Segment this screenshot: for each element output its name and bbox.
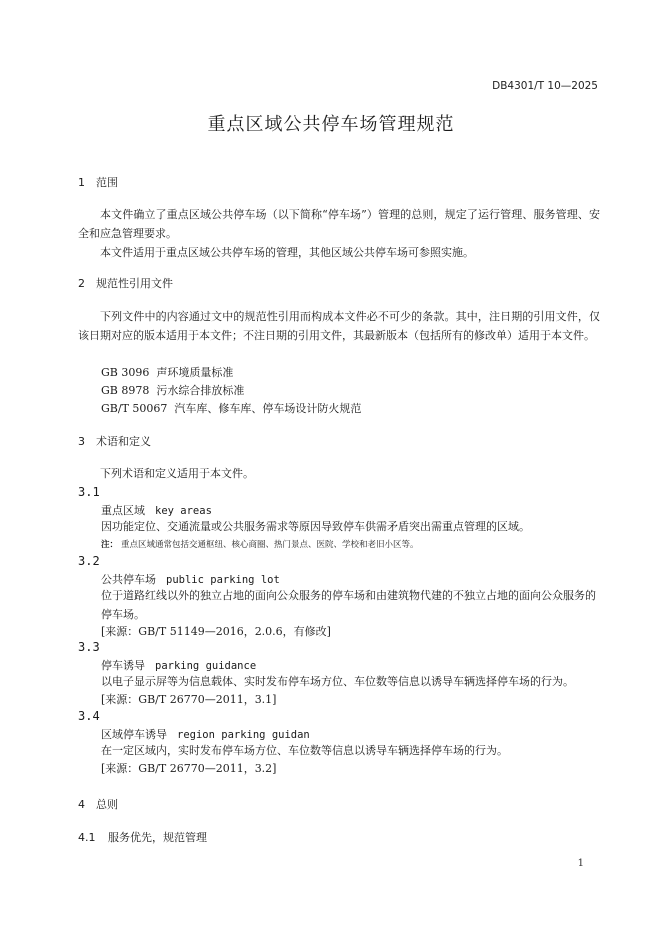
term-number: 3.2 (78, 554, 100, 568)
subsection-number: 4.1 (78, 831, 96, 844)
term-en: region parking guidan (177, 729, 310, 741)
reference-name: 汽车库、修车库、停车场设计防火规范 (174, 402, 362, 415)
term-number: 3.4 (78, 709, 100, 723)
term-zh: 公共停车场 (101, 573, 156, 586)
reference-code: GB/T 50067 (101, 402, 168, 415)
reference-code: GB 8978 (101, 384, 150, 397)
section-title: 术语和定义 (96, 435, 151, 448)
term-en: public parking lot (166, 574, 280, 586)
reference-item (101, 382, 244, 398)
section-1-paragraph-2: 本文件适用于重点区域公共停车场的管理，其他区域公共停车场可参照实施。 (100, 246, 474, 259)
standard-number: DB4301/T 10—2025 (492, 80, 598, 92)
subsection-4-1-heading (78, 829, 207, 845)
section-3-intro: 下列术语和定义适用于本文件。 (100, 467, 254, 480)
term-source: [来源：GB/T 26770—2011，3.2] (101, 762, 277, 775)
section-title: 范围 (96, 176, 118, 189)
section-1-paragraph-1: 本文件确立了重点区域公共停车场（以下简称“停车场”）管理的总则，规定了运行管理、服务管理、安全和应急管理要求。 (78, 208, 600, 240)
term-number: 3.1 (78, 485, 100, 499)
section-4-heading (78, 796, 118, 812)
term-heading (101, 502, 212, 518)
section-number: 4 (78, 798, 85, 811)
term-definition: 因功能定位、交通流量或公共服务需求等原因导致停车供需矛盾突出需重点管理的区域。 (101, 520, 530, 533)
term-definition: 在一定区域内，实时发布停车场方位、车位数等信息以诱导车辆选择停车场的行为。 (101, 744, 508, 757)
section-title: 总则 (96, 798, 118, 811)
note-text: 重点区域通常包括交通枢纽、核心商圈、热门景点、医院、学校和老旧小区等。 (121, 540, 419, 550)
term-definition: 位于道路红线以外的独立占地的面向公众服务的停车场和由建筑物代建的不独立占地的面向公众服务的停车场。 (101, 589, 596, 621)
note-label: 注： (101, 540, 119, 550)
document-title: 重点区域公共停车场管理规范 (207, 114, 455, 135)
section-number: 3 (78, 435, 85, 448)
section-title: 规范性引用文件 (96, 277, 173, 290)
reference-name: 污水综合排放标准 (156, 384, 245, 397)
reference-name: 声环境质量标准 (156, 366, 234, 379)
term-zh: 停车诱导 (101, 659, 145, 672)
subsection-title: 服务优先，规范管理 (108, 831, 207, 844)
term-definition: 以电子显示屏等为信息载体、实时发布停车场方位、车位数等信息以诱导车辆选择停车场的行为。 (101, 675, 574, 688)
term-note (101, 538, 419, 550)
reference-code: GB 3096 (101, 366, 150, 379)
term-zh: 重点区域 (101, 504, 145, 517)
term-number: 3.3 (78, 640, 100, 654)
term-heading (101, 571, 280, 587)
term-heading (101, 657, 256, 673)
reference-item (101, 400, 361, 416)
section-1-heading (78, 174, 118, 190)
term-source: [来源：GB/T 51149—2016，2.0.6，有修改] (101, 625, 331, 638)
term-source: [来源：GB/T 26770—2011，3.1] (101, 693, 277, 706)
term-zh: 区域停车诱导 (101, 728, 167, 741)
reference-item (101, 364, 233, 380)
section-3-heading (78, 433, 151, 449)
term-en: parking guidance (155, 660, 257, 672)
page-number: 1 (577, 858, 584, 869)
term-en: key areas (155, 505, 212, 517)
section-2-heading (78, 275, 173, 291)
section-2-paragraph: 下列文件中的内容通过文中的规范性引用而构成本文件必不可少的条款。其中，注日期的引用文件，仅该日期对应的版本适用于本文件；不注日期的引用文件，其最新版本（包括所有的修改单）适用于本文件。 (78, 310, 600, 342)
term-heading (101, 726, 310, 742)
section-number: 1 (78, 176, 85, 189)
section-number: 2 (78, 277, 85, 290)
